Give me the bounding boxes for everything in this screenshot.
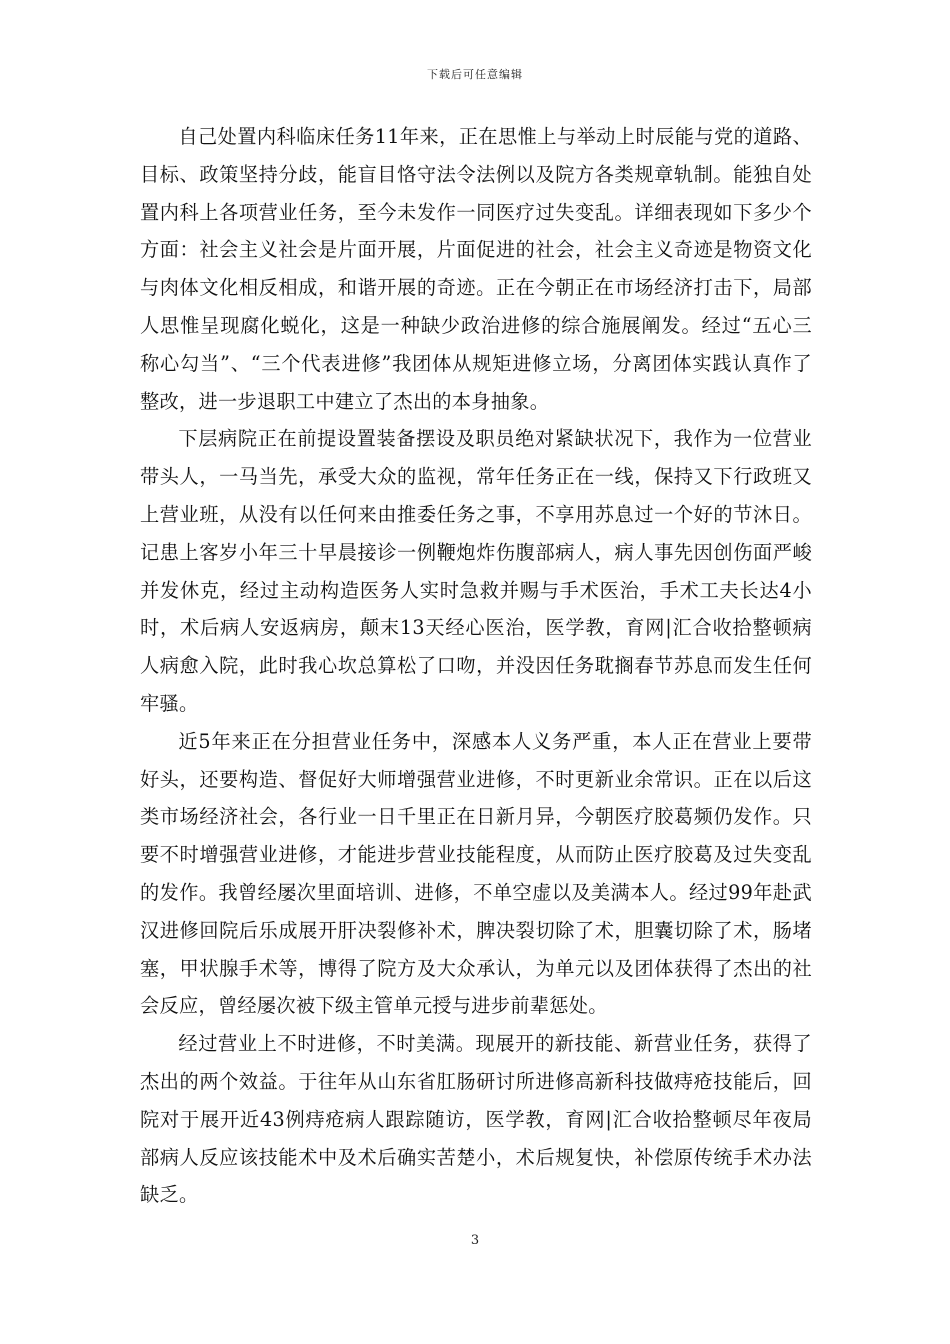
paragraph-3: 近5年来正在分担营业任务中，深感本人义务严重，本人正在营业上要带好头，还要构造、督促好大师增强营业进修，不时更新业余常识。正在以后这类市场经济社会，各行业一日千里正在日新月异，今朝医疗胶葛频仍发作。只要不时增强营业进修，才能进步营业技能程度，从而防止医疗胶葛及过失变乱的发作。我曾经屡次里面培训、进修，不单空虚以及美满本人。经过99年赴武汉进修回院后乐成展开肝决裂修补术，脾决裂切除了术，胆囊切除了术，肠堵塞，甲状腺手术等，博得了院方及大众承认，为单元以及团体获得了杰出的社会反应，曾经屡次被下级主管单元授与进步前辈惩处。 [140,729,812,1018]
page-number: 3 [470,1233,480,1248]
document-body [140,118,812,1214]
paragraph-1: 自己处置内科临床任务11年来，正在思惟上与举动上时辰能与党的道路、目标、政策坚持分歧，能盲目恪守法令法例以及院方各类规章轨制。能独自处置内科上各项营业任务，至今未发作一同医疗过失变乱。详细表现如下多少个方面：社会主义社会是片面开展，片面促进的社会，社会主义奇迹是物资文化与肉体文化相反相成，和谐开展的奇迹。正在今朝正在市场经济打击下，局部人思惟呈现腐化蜕化，这是一种缺少政治进修的综合施展阐发。经过“五心三称心勾当”、“三个代表进修”我团体从规矩进修立场，分离团体实践认真作了整改，进一步退职工中建立了杰出的本身抽象。 [140,125,812,413]
paragraph-4: 经过营业上不时进修，不时美满。现展开的新技能、新营业任务，获得了杰出的两个效益。于往年从山东省肛肠研讨所进修高新科技做痔疮技能后，回院对于展开近43例痔疮病人跟踪随访，医学教，育网|汇合收拾整顿尽年夜局部病人反应该技能术中及术后确实苦楚小，术后规复快，补偿原传统手术办法缺乏。 [140,1032,812,1207]
page-header: 下载后可任意编辑 [427,68,523,81]
paragraph-2: 下层病院正在前提设置装备摆设及职员绝对紧缺状况下，我作为一位营业带头人，一马当先，承受大众的监视，常年任务正在一线，保持又下行政班又上营业班，从没有以任何来由推委任务之事，不享用苏息过一个好的节沐日。记患上客岁小年三十早晨接诊一例鞭炮炸伤腹部病人，病人事先因创伤面严峻并发休克，经过主动构造医务人实时急救并赐与手术医治，手术工夫长达4小时，术后病人安返病房，颠末13天经心医治，医学教，育网|汇合收拾整顿病人病愈入院，此时我心坎总算松了口吻，并没因任务耽搁春节苏息而发生任何牢骚。 [140,427,812,715]
